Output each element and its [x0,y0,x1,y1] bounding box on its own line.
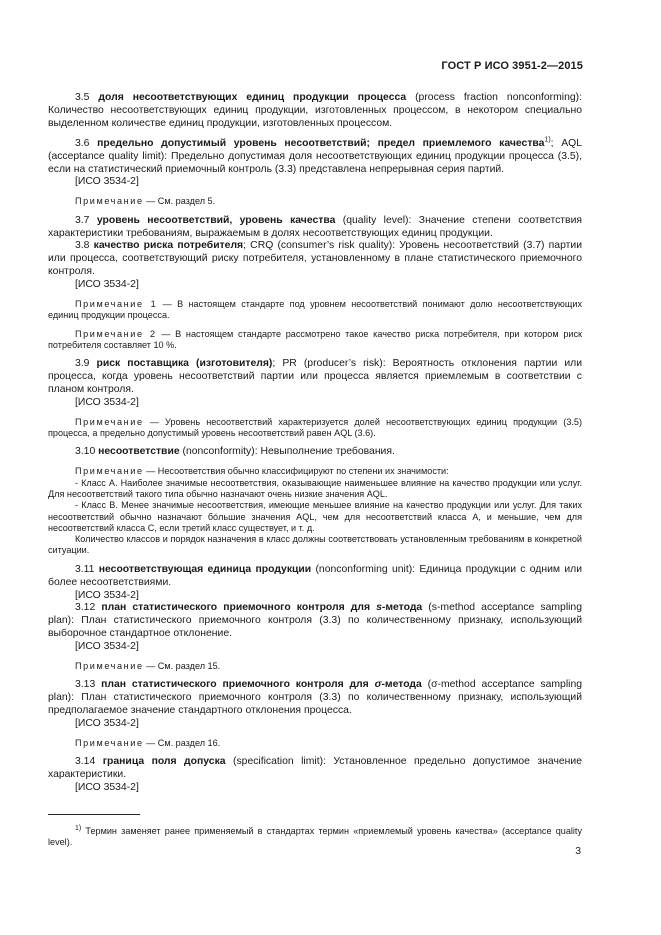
term-3-8: 3.8 качество риска потребителя; CRQ (consumer’s risk quality): Уровень несоответствий (3.7) партии или процесса, соответствующий риску потребителя, установленному в плане статистического приемочного контроля. [48,240,583,278]
note: Примечание — См. раздел 16. [75,738,221,749]
term-3-6: 3.6 предельно допустимый уровень несоответствий; предел приемлемого качества$^{1)}$; AQL (acceptance quality limit): Предельно допустимая доля несоответствующих единиц продукции процесса (3.5), если на статистический приемочный контроль (3.3) представлена непрерывная серия партий. [48,136,582,175]
source-ref: [ИСО 3534-2] [75,718,139,730]
source-ref: [ИСО 3534-2] [75,641,139,653]
term-title: предельно допустимый уровень несоответствий; предел приемлемого качества [97,137,545,149]
note-class-b: - Класс В. Менее значимые несоответствия, имеющие меньшее влияние на качество продукции или услуг. Для таких несоответствий обычно назначают бóльшие значения AQL, чем для несоответствий класса А, и меньшие, чем для несоответствий класса С, если третий класс существует, и т. д. [48,500,582,533]
term-3-12: 3.12 план статистического приемочного контроля для s-метода (s-method acceptance sampling plan): План статистического приемочного контроля (3.3) по количественному признаку, использующий выборочное стандартное отклонение. [48,602,582,640]
standard-header: ГОСТ Р ИСО 3951-2—2015 [441,60,583,72]
note-1: Примечание 1 — В настоящем стандарте под уровнем несоответствий понимают долю несоответствующих единиц продукции процесса. [48,299,582,321]
term-title: план статистического приемочного контроля для s-метода [101,602,423,614]
source-ref: [ИСО 3534-2] [75,279,139,291]
term-title: несоответствующая единица продукции [98,563,312,575]
term-3-9: 3.9 риск поставщика (изготовителя); PR (producer’s risk): Вероятность отклонения партии или процесса, когда уровень несоответствий партии или процесса является приемлемым в соответствии с планом контроля. [48,358,583,396]
source-ref: [ИСО 3534-2] [75,589,139,601]
note: Примечание — См. раздел 15. [75,661,221,672]
term-title: план статистического приемочного контроля для σ-метода [101,679,422,691]
note: Примечание — Уровень несоответствий характеризуется долей несоответствующих единиц продукции (3.5) процесса, а предельно допустимый уровень несоответствий равен AQL (3.6). [48,416,582,439]
term-title: несоответствие [98,446,180,458]
term-3-11: 3.11 несоответствующая единица продукции (nonconforming unit): Единица продукции с одним или более несоответствиями. [48,563,583,588]
term-title: риск поставщика (изготовителя) [96,358,273,370]
note-classes: Количество классов и порядок назначения в класс должны соответствовать установленным требованиям в конкретной ситуации. [48,534,582,556]
term-title: качество риска потребителя [93,240,244,252]
page-number: 3 [575,846,581,857]
term-title: доля несоответствующих единиц продукции процесса [98,92,407,103]
footnote: $^{1)}$ Термин заменяет ранее применяемый в стандартах термин «приемлемый уровень качества» (acceptance quality level). [48,825,582,848]
term-3-10: 3.10 несоответствие (nonconformity): Невыполнение требования. [75,446,395,458]
footnote-ref: 1) [544,136,551,144]
term-3-13: 3.13 план статистического приемочного контроля для σ-метода (σ-method acceptance sampling plan): План статистического приемочного контроля (3.3) по количественному признаку, использующий предполагаемое значение стандартного отклонения процесса. [48,679,583,717]
footnote-divider [48,814,140,815]
document-body [48,92,582,795]
term-title: уровень несоответствий, уровень качества [96,214,336,226]
source-ref: [ИСО 3534-2] [75,176,139,188]
note-class-a: - Класс А. Наиболее значимые несоответствия, оказывающие наименьшее влияние на качество продукции или услуг. Для несоответствий такого типа обычно назначают очень низкие значения AQL. [48,477,582,499]
note: Примечание — Несоответствия обычно классифицируют по степени их значимости: [75,466,449,477]
note: Примечание — См. раздел 5. [75,196,216,207]
source-ref: [ИСО 3534-2] [75,782,139,794]
term-3-14: 3.14 граница поля допуска (specification limit): Установленное предельно допустимое значение характеристики. [48,756,582,781]
note-2: Примечание 2 — В настоящем стандарте рассмотрено такое качество риска потребителя, при котором риск потребителя составляет 10 %. [48,328,582,350]
source-ref: [ИСО 3534-2] [75,396,139,408]
term-title: граница поля допуска [102,756,226,768]
term-3-7: 3.7 уровень несоответствий, уровень качества (quality level): Значение степени соответствия характеристики требованиям, выражаемым в долях несоответствующих единиц продукции. [48,214,583,239]
term-3-5: 3.5 доля несоответствующих единиц продукции процесса (process fraction nonconforming): Количество несоответствующих единиц продукции, изготовленных процессом, в некотором специально выделенном количестве единиц продукции, изготовленных процессом. [48,92,582,129]
